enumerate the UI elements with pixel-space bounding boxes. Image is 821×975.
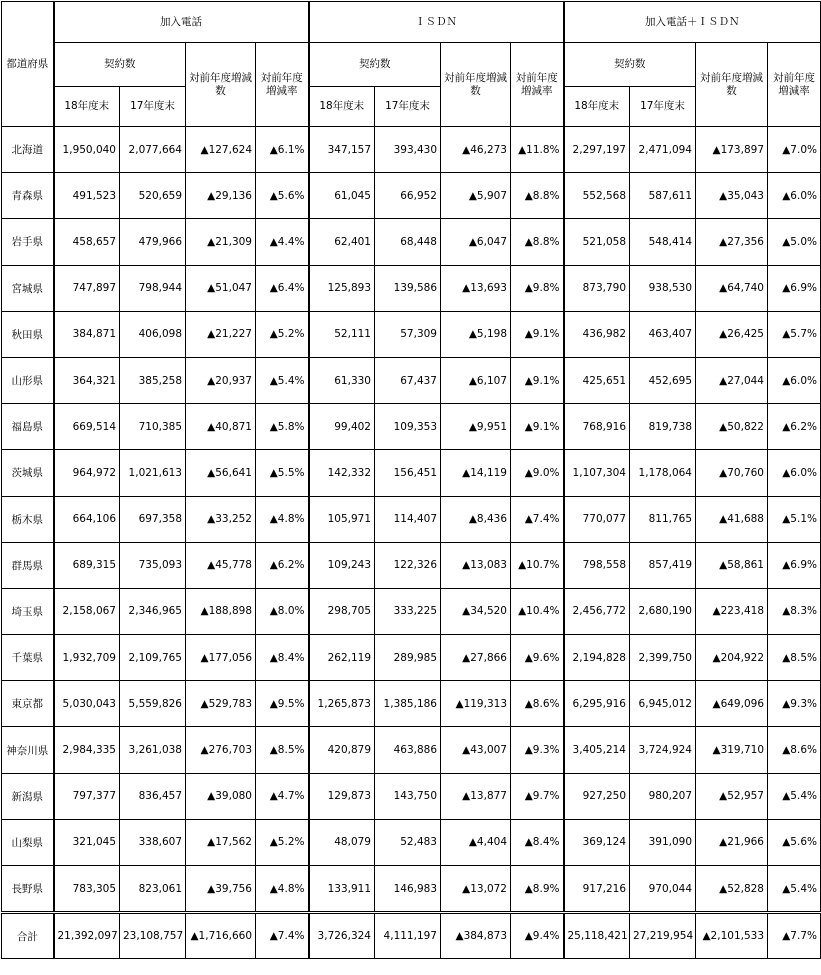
- combined-fy17-cell: 6,945,012: [630, 681, 696, 727]
- prefecture-name: 山梨県: [2, 819, 54, 865]
- fixed-rate-cell: ▲8.5%: [256, 727, 309, 773]
- isdn-fy18-cell: 61,045: [309, 173, 375, 219]
- fixed-fy18-cell: 669,514: [54, 404, 120, 450]
- header-fy17-end: 17年度末: [120, 87, 186, 127]
- isdn-fy18-cell: 1,265,873: [309, 681, 375, 727]
- prefecture-name: 青森県: [2, 173, 54, 219]
- combined-rate-cell: ▲5.4%: [768, 866, 821, 913]
- isdn-rate-cell: ▲10.4%: [511, 588, 564, 634]
- combined-rate-cell: ▲5.4%: [768, 773, 821, 819]
- table-row: [2, 773, 821, 819]
- combined-fy18-cell: 768,916: [564, 404, 630, 450]
- fixed-diff-cell: ▲33,252: [186, 496, 256, 542]
- combined-diff-cell: ▲52,828: [696, 866, 768, 913]
- combined-diff-cell: ▲27,044: [696, 357, 768, 403]
- combined-fy17-cell: 391,090: [630, 819, 696, 865]
- isdn-fy17-cell: 289,985: [375, 635, 441, 681]
- fixed-fy18-cell: 5,030,043: [54, 681, 120, 727]
- fixed-diff-cell: ▲17,562: [186, 819, 256, 865]
- combined-fy18-cell: 873,790: [564, 265, 630, 311]
- isdn-fy18-cell: 262,119: [309, 635, 375, 681]
- fixed-fy17-cell: 710,385: [120, 404, 186, 450]
- table-row: [2, 496, 821, 542]
- combined-rate-cell: ▲5.6%: [768, 819, 821, 865]
- combined-fy17-cell: 2,680,190: [630, 588, 696, 634]
- fixed-diff-cell: ▲127,624: [186, 127, 256, 173]
- combined-diff-cell: ▲50,822: [696, 404, 768, 450]
- prefecture-name: 北海道: [2, 127, 54, 173]
- isdn-fy17-cell: 109,353: [375, 404, 441, 450]
- fixed-rate-cell: ▲5.2%: [256, 819, 309, 865]
- fixed-rate-cell: ▲4.4%: [256, 219, 309, 265]
- fixed-diff-cell: ▲29,136: [186, 173, 256, 219]
- isdn-diff-cell: ▲6,047: [441, 219, 511, 265]
- fixed-fy17-cell: 406,098: [120, 311, 186, 357]
- isdn-rate-cell: ▲9.1%: [511, 404, 564, 450]
- fixed-fy18-cell: 664,106: [54, 496, 120, 542]
- fixed-fy18-cell: 747,897: [54, 265, 120, 311]
- fixed-fy17-cell: 836,457: [120, 773, 186, 819]
- table-row: [2, 542, 821, 588]
- combined-diff-cell: ▲21,966: [696, 819, 768, 865]
- fixed-fy18-cell: 689,315: [54, 542, 120, 588]
- combined-diff-cell: ▲70,760: [696, 450, 768, 496]
- isdn-fy17-cell: 57,309: [375, 311, 441, 357]
- fixed-diff-cell: ▲20,937: [186, 357, 256, 403]
- fixed-fy18-cell: 2,158,067: [54, 588, 120, 634]
- combined-diff-cell: ▲649,096: [696, 681, 768, 727]
- combined-diff-cell: ▲64,740: [696, 265, 768, 311]
- isdn-rate-cell: ▲9.3%: [511, 727, 564, 773]
- fixed-diff-cell: ▲177,056: [186, 635, 256, 681]
- fixed-rate-cell: ▲4.8%: [256, 866, 309, 913]
- prefecture-name: 福島県: [2, 404, 54, 450]
- fixed-fy18-cell: 364,321: [54, 357, 120, 403]
- fixed-fy18-cell: 21,392,097: [54, 913, 120, 959]
- table-row: [2, 357, 821, 403]
- combined-rate-cell: ▲6.0%: [768, 450, 821, 496]
- combined-fy18-cell: 3,405,214: [564, 727, 630, 773]
- isdn-fy18-cell: 109,243: [309, 542, 375, 588]
- combined-fy17-cell: 1,178,064: [630, 450, 696, 496]
- isdn-rate-cell: ▲8.9%: [511, 866, 564, 913]
- isdn-fy18-cell: 129,873: [309, 773, 375, 819]
- isdn-diff-cell: ▲119,313: [441, 681, 511, 727]
- combined-rate-cell: ▲7.0%: [768, 127, 821, 173]
- isdn-diff-cell: ▲34,520: [441, 588, 511, 634]
- header-group-fixed-line: 加入電話: [54, 2, 309, 43]
- combined-rate-cell: ▲6.9%: [768, 265, 821, 311]
- isdn-fy18-cell: 3,726,324: [309, 913, 375, 959]
- fixed-diff-cell: ▲188,898: [186, 588, 256, 634]
- fixed-fy18-cell: 797,377: [54, 773, 120, 819]
- isdn-diff-cell: ▲14,119: [441, 450, 511, 496]
- isdn-rate-cell: ▲9.8%: [511, 265, 564, 311]
- prefecture-name: 埼玉県: [2, 588, 54, 634]
- fixed-diff-cell: ▲1,716,660: [186, 913, 256, 959]
- combined-fy18-cell: 1,107,304: [564, 450, 630, 496]
- combined-diff-cell: ▲26,425: [696, 311, 768, 357]
- table-row: [2, 866, 821, 913]
- isdn-diff-cell: ▲9,951: [441, 404, 511, 450]
- isdn-fy18-cell: 52,111: [309, 311, 375, 357]
- isdn-fy17-cell: 114,407: [375, 496, 441, 542]
- fixed-rate-cell: ▲6.1%: [256, 127, 309, 173]
- fixed-fy17-cell: 5,559,826: [120, 681, 186, 727]
- table-row: [2, 635, 821, 681]
- fixed-rate-cell: ▲4.8%: [256, 496, 309, 542]
- table-row: [2, 819, 821, 865]
- header-fy18-end: 18年度末: [309, 87, 375, 127]
- fixed-rate-cell: ▲8.4%: [256, 635, 309, 681]
- isdn-fy17-cell: 143,750: [375, 773, 441, 819]
- isdn-diff-cell: ▲4,404: [441, 819, 511, 865]
- isdn-fy18-cell: 420,879: [309, 727, 375, 773]
- fixed-fy17-cell: 697,358: [120, 496, 186, 542]
- fixed-fy18-cell: 458,657: [54, 219, 120, 265]
- isdn-diff-cell: ▲384,873: [441, 913, 511, 959]
- isdn-rate-cell: ▲7.4%: [511, 496, 564, 542]
- header-yoy-diff: 対前年度増減数: [696, 43, 768, 127]
- isdn-rate-cell: ▲9.1%: [511, 357, 564, 403]
- combined-fy18-cell: 552,568: [564, 173, 630, 219]
- combined-fy17-cell: 587,611: [630, 173, 696, 219]
- isdn-diff-cell: ▲43,007: [441, 727, 511, 773]
- combined-fy17-cell: 819,738: [630, 404, 696, 450]
- fixed-fy17-cell: 735,093: [120, 542, 186, 588]
- fixed-fy17-cell: 385,258: [120, 357, 186, 403]
- header-fy17-end: 17年度末: [375, 87, 441, 127]
- combined-rate-cell: ▲8.3%: [768, 588, 821, 634]
- header-yoy-diff: 対前年度増減数: [441, 43, 511, 127]
- fixed-fy17-cell: 23,108,757: [120, 913, 186, 959]
- table-row: [2, 681, 821, 727]
- header-yoy-diff: 対前年度増減数: [186, 43, 256, 127]
- isdn-diff-cell: ▲46,273: [441, 127, 511, 173]
- combined-fy18-cell: 917,216: [564, 866, 630, 913]
- fixed-fy18-cell: 783,305: [54, 866, 120, 913]
- combined-fy17-cell: 2,399,750: [630, 635, 696, 681]
- isdn-diff-cell: ▲13,083: [441, 542, 511, 588]
- combined-rate-cell: ▲8.6%: [768, 727, 821, 773]
- combined-fy17-cell: 811,765: [630, 496, 696, 542]
- isdn-diff-cell: ▲13,877: [441, 773, 511, 819]
- combined-diff-cell: ▲58,861: [696, 542, 768, 588]
- isdn-fy17-cell: 66,952: [375, 173, 441, 219]
- isdn-diff-cell: ▲8,436: [441, 496, 511, 542]
- fixed-fy17-cell: 1,021,613: [120, 450, 186, 496]
- isdn-diff-cell: ▲27,866: [441, 635, 511, 681]
- isdn-fy17-cell: 67,437: [375, 357, 441, 403]
- combined-fy17-cell: 452,695: [630, 357, 696, 403]
- fixed-diff-cell: ▲56,641: [186, 450, 256, 496]
- combined-fy17-cell: 970,044: [630, 866, 696, 913]
- isdn-rate-cell: ▲8.6%: [511, 681, 564, 727]
- table-row: [2, 727, 821, 773]
- combined-rate-cell: ▲6.0%: [768, 357, 821, 403]
- total-row: [2, 913, 821, 959]
- table-row: [2, 311, 821, 357]
- telephone-contracts-table: [1, 1, 821, 959]
- isdn-fy18-cell: 347,157: [309, 127, 375, 173]
- fixed-fy17-cell: 2,346,965: [120, 588, 186, 634]
- combined-fy18-cell: 521,058: [564, 219, 630, 265]
- fixed-rate-cell: ▲7.4%: [256, 913, 309, 959]
- combined-rate-cell: ▲5.0%: [768, 219, 821, 265]
- fixed-fy18-cell: 964,972: [54, 450, 120, 496]
- fixed-fy18-cell: 321,045: [54, 819, 120, 865]
- table-row: [2, 219, 821, 265]
- combined-fy18-cell: 436,982: [564, 311, 630, 357]
- combined-fy18-cell: 798,558: [564, 542, 630, 588]
- prefecture-name: 千葉県: [2, 635, 54, 681]
- combined-rate-cell: ▲6.2%: [768, 404, 821, 450]
- fixed-rate-cell: ▲8.0%: [256, 588, 309, 634]
- header-prefecture: 都道府県: [2, 2, 54, 127]
- table-row: [2, 404, 821, 450]
- isdn-fy17-cell: 52,483: [375, 819, 441, 865]
- fixed-diff-cell: ▲45,778: [186, 542, 256, 588]
- header-fy17-end: 17年度末: [630, 87, 696, 127]
- fixed-diff-cell: ▲39,080: [186, 773, 256, 819]
- fixed-fy18-cell: 1,932,709: [54, 635, 120, 681]
- fixed-rate-cell: ▲5.4%: [256, 357, 309, 403]
- fixed-rate-cell: ▲5.6%: [256, 173, 309, 219]
- isdn-rate-cell: ▲8.4%: [511, 819, 564, 865]
- isdn-rate-cell: ▲9.0%: [511, 450, 564, 496]
- combined-fy17-cell: 857,419: [630, 542, 696, 588]
- isdn-diff-cell: ▲5,198: [441, 311, 511, 357]
- combined-diff-cell: ▲204,922: [696, 635, 768, 681]
- prefecture-name: 群馬県: [2, 542, 54, 588]
- combined-diff-cell: ▲319,710: [696, 727, 768, 773]
- fixed-fy18-cell: 491,523: [54, 173, 120, 219]
- header-contracts: 契約数: [564, 43, 696, 87]
- fixed-fy18-cell: 2,984,335: [54, 727, 120, 773]
- fixed-fy17-cell: 3,261,038: [120, 727, 186, 773]
- table-row: [2, 173, 821, 219]
- combined-fy18-cell: 2,456,772: [564, 588, 630, 634]
- combined-rate-cell: ▲7.7%: [768, 913, 821, 959]
- table-row: [2, 450, 821, 496]
- isdn-rate-cell: ▲9.4%: [511, 913, 564, 959]
- combined-fy17-cell: 3,724,924: [630, 727, 696, 773]
- header-contracts: 契約数: [309, 43, 441, 87]
- prefecture-name: 秋田県: [2, 311, 54, 357]
- table-row: [2, 588, 821, 634]
- isdn-fy18-cell: 133,911: [309, 866, 375, 913]
- isdn-fy17-cell: 122,326: [375, 542, 441, 588]
- combined-diff-cell: ▲27,356: [696, 219, 768, 265]
- isdn-fy18-cell: 142,332: [309, 450, 375, 496]
- header-yoy-rate: 対前年度増減率: [256, 43, 309, 127]
- isdn-fy17-cell: 393,430: [375, 127, 441, 173]
- isdn-fy18-cell: 125,893: [309, 265, 375, 311]
- isdn-rate-cell: ▲8.8%: [511, 219, 564, 265]
- combined-rate-cell: ▲8.5%: [768, 635, 821, 681]
- prefecture-name: 東京都: [2, 681, 54, 727]
- prefecture-name: 長野県: [2, 866, 54, 913]
- total-label: 合計: [2, 913, 54, 959]
- combined-fy18-cell: 927,250: [564, 773, 630, 819]
- isdn-rate-cell: ▲10.7%: [511, 542, 564, 588]
- fixed-rate-cell: ▲5.2%: [256, 311, 309, 357]
- header-contracts: 契約数: [54, 43, 186, 87]
- prefecture-name: 宮城県: [2, 265, 54, 311]
- header-group-combined: 加入電話＋ＩＳＤＮ: [564, 2, 821, 43]
- combined-fy18-cell: 2,194,828: [564, 635, 630, 681]
- header-group-isdn: ＩＳＤＮ: [309, 2, 564, 43]
- prefecture-name: 岩手県: [2, 219, 54, 265]
- fixed-fy18-cell: 384,871: [54, 311, 120, 357]
- combined-rate-cell: ▲6.9%: [768, 542, 821, 588]
- isdn-diff-cell: ▲6,107: [441, 357, 511, 403]
- prefecture-name: 茨城県: [2, 450, 54, 496]
- combined-rate-cell: ▲6.0%: [768, 173, 821, 219]
- isdn-diff-cell: ▲13,693: [441, 265, 511, 311]
- isdn-fy18-cell: 99,402: [309, 404, 375, 450]
- combined-fy18-cell: 25,118,421: [564, 913, 630, 959]
- combined-fy17-cell: 938,530: [630, 265, 696, 311]
- combined-diff-cell: ▲41,688: [696, 496, 768, 542]
- isdn-fy17-cell: 146,983: [375, 866, 441, 913]
- fixed-diff-cell: ▲21,309: [186, 219, 256, 265]
- combined-diff-cell: ▲2,101,533: [696, 913, 768, 959]
- isdn-fy17-cell: 4,111,197: [375, 913, 441, 959]
- combined-rate-cell: ▲9.3%: [768, 681, 821, 727]
- header-fy18-end: 18年度末: [564, 87, 630, 127]
- isdn-diff-cell: ▲13,072: [441, 866, 511, 913]
- fixed-rate-cell: ▲5.5%: [256, 450, 309, 496]
- isdn-rate-cell: ▲11.8%: [511, 127, 564, 173]
- isdn-fy17-cell: 156,451: [375, 450, 441, 496]
- combined-fy17-cell: 548,414: [630, 219, 696, 265]
- table-row: [2, 127, 821, 173]
- fixed-fy17-cell: 823,061: [120, 866, 186, 913]
- header-fy18-end: 18年度末: [54, 87, 120, 127]
- combined-fy17-cell: 980,207: [630, 773, 696, 819]
- combined-fy17-cell: 463,407: [630, 311, 696, 357]
- isdn-rate-cell: ▲9.6%: [511, 635, 564, 681]
- combined-diff-cell: ▲223,418: [696, 588, 768, 634]
- isdn-rate-cell: ▲9.1%: [511, 311, 564, 357]
- isdn-fy17-cell: 333,225: [375, 588, 441, 634]
- combined-fy17-cell: 27,219,954: [630, 913, 696, 959]
- isdn-fy18-cell: 48,079: [309, 819, 375, 865]
- fixed-rate-cell: ▲4.7%: [256, 773, 309, 819]
- fixed-diff-cell: ▲21,227: [186, 311, 256, 357]
- combined-fy18-cell: 425,651: [564, 357, 630, 403]
- combined-fy18-cell: 770,077: [564, 496, 630, 542]
- combined-fy18-cell: 6,295,916: [564, 681, 630, 727]
- table-body: [2, 127, 821, 959]
- combined-fy18-cell: 369,124: [564, 819, 630, 865]
- fixed-fy17-cell: 338,607: [120, 819, 186, 865]
- fixed-fy17-cell: 798,944: [120, 265, 186, 311]
- table-header: [2, 2, 821, 127]
- fixed-rate-cell: ▲6.4%: [256, 265, 309, 311]
- isdn-fy18-cell: 62,401: [309, 219, 375, 265]
- fixed-rate-cell: ▲5.8%: [256, 404, 309, 450]
- fixed-rate-cell: ▲6.2%: [256, 542, 309, 588]
- isdn-diff-cell: ▲5,907: [441, 173, 511, 219]
- combined-diff-cell: ▲173,897: [696, 127, 768, 173]
- isdn-fy17-cell: 463,886: [375, 727, 441, 773]
- combined-fy18-cell: 2,297,197: [564, 127, 630, 173]
- fixed-rate-cell: ▲9.5%: [256, 681, 309, 727]
- fixed-diff-cell: ▲40,871: [186, 404, 256, 450]
- fixed-fy17-cell: 2,077,664: [120, 127, 186, 173]
- prefecture-name: 栃木県: [2, 496, 54, 542]
- fixed-fy18-cell: 1,950,040: [54, 127, 120, 173]
- combined-rate-cell: ▲5.7%: [768, 311, 821, 357]
- fixed-diff-cell: ▲39,756: [186, 866, 256, 913]
- isdn-fy18-cell: 61,330: [309, 357, 375, 403]
- prefecture-name: 神奈川県: [2, 727, 54, 773]
- combined-fy17-cell: 2,471,094: [630, 127, 696, 173]
- isdn-fy18-cell: 105,971: [309, 496, 375, 542]
- prefecture-name: 新潟県: [2, 773, 54, 819]
- combined-diff-cell: ▲35,043: [696, 173, 768, 219]
- isdn-fy17-cell: 1,385,186: [375, 681, 441, 727]
- header-yoy-rate: 対前年度増減率: [511, 43, 564, 127]
- table-row: [2, 265, 821, 311]
- prefecture-name: 山形県: [2, 357, 54, 403]
- fixed-diff-cell: ▲51,047: [186, 265, 256, 311]
- isdn-fy17-cell: 139,586: [375, 265, 441, 311]
- isdn-fy18-cell: 298,705: [309, 588, 375, 634]
- fixed-fy17-cell: 2,109,765: [120, 635, 186, 681]
- fixed-fy17-cell: 479,966: [120, 219, 186, 265]
- combined-diff-cell: ▲52,957: [696, 773, 768, 819]
- combined-rate-cell: ▲5.1%: [768, 496, 821, 542]
- isdn-fy17-cell: 68,448: [375, 219, 441, 265]
- fixed-diff-cell: ▲529,783: [186, 681, 256, 727]
- fixed-fy17-cell: 520,659: [120, 173, 186, 219]
- isdn-rate-cell: ▲8.8%: [511, 173, 564, 219]
- header-yoy-rate: 対前年度増減率: [768, 43, 821, 127]
- fixed-diff-cell: ▲276,703: [186, 727, 256, 773]
- isdn-rate-cell: ▲9.7%: [511, 773, 564, 819]
